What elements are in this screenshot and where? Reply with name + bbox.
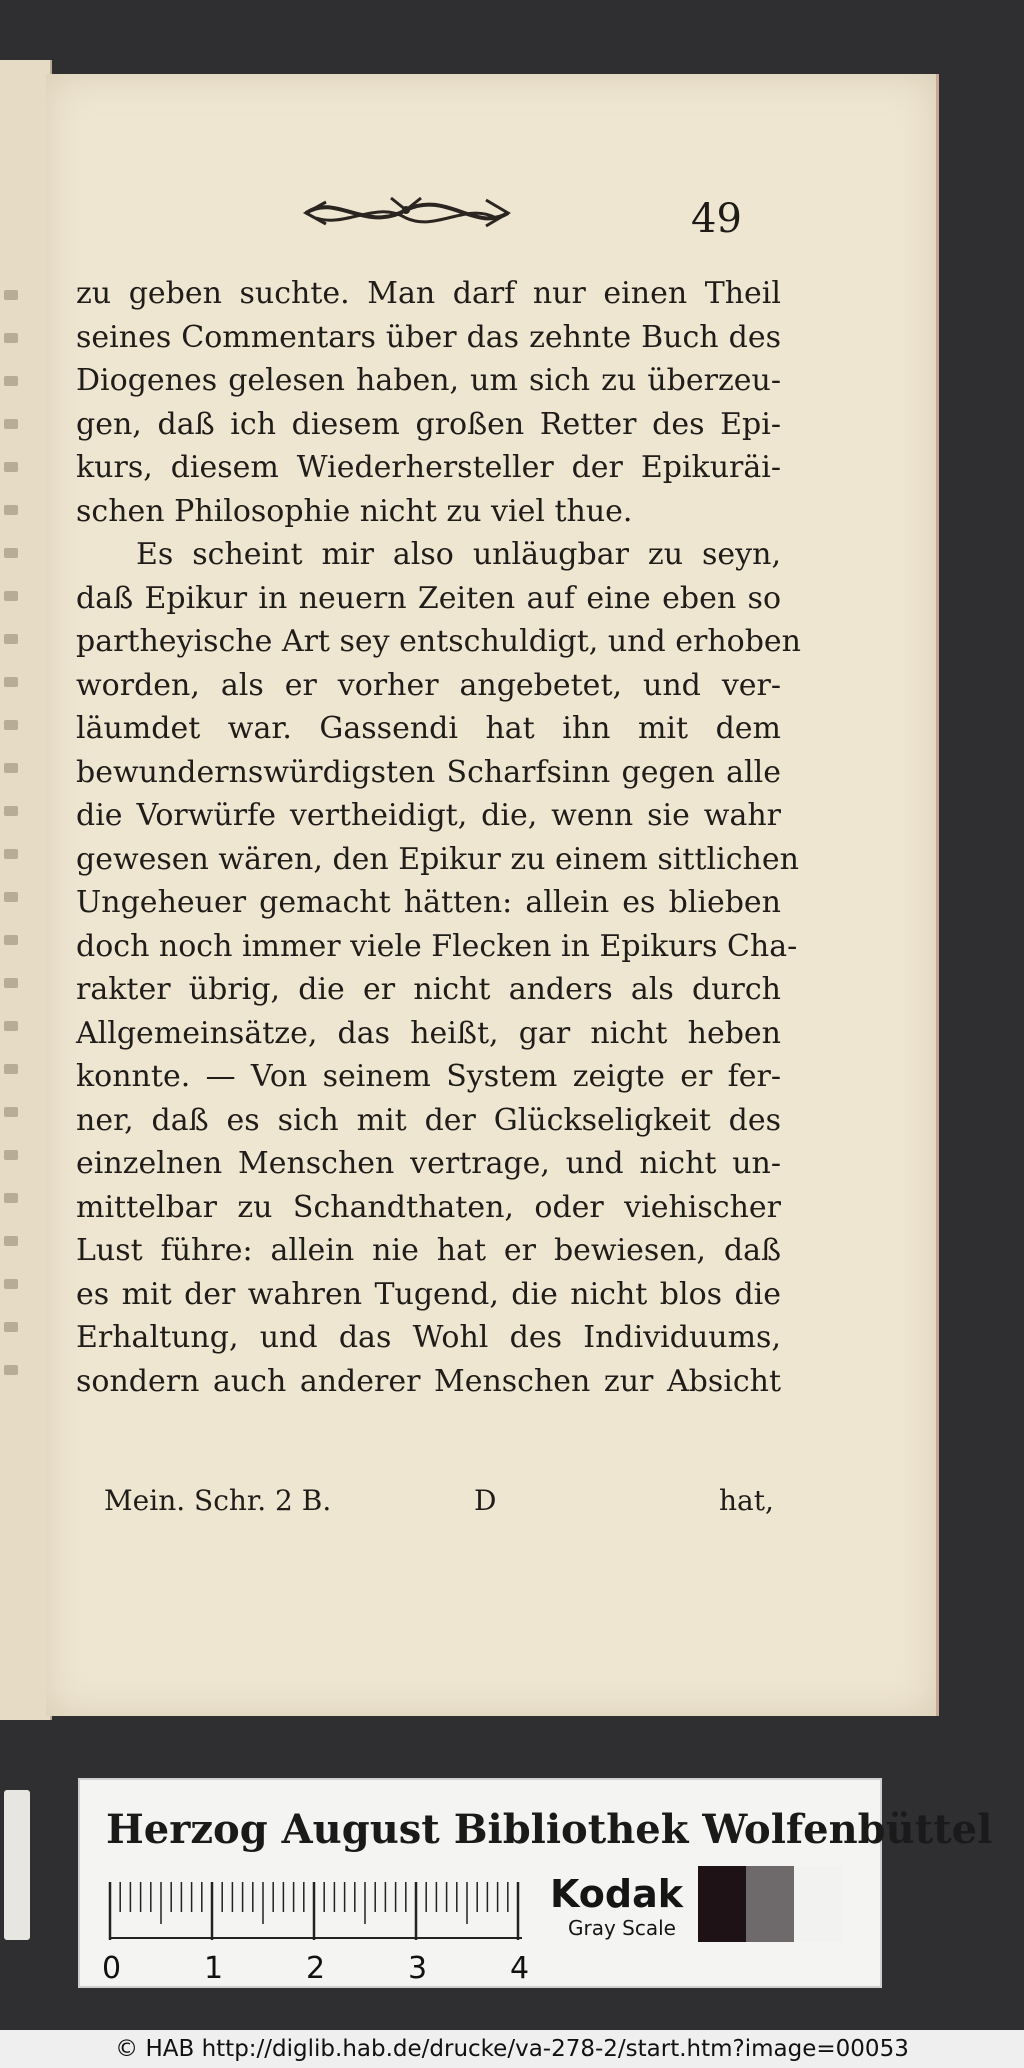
- facing-page-edge: [0, 60, 52, 1720]
- facing-page-glyph: [4, 1193, 18, 1203]
- text-line: Allgemeinsätze, das heißt, gar nicht heben: [76, 1015, 781, 1051]
- text-line: konnte. — Von seinem System zeigte er fer-: [76, 1059, 781, 1094]
- text-line: ner, daß es sich mit der Glückseligkeit des: [76, 1102, 781, 1138]
- credit-line: © HAB http://diglib.hab.de/drucke/va-278-2/start.htm?image=00053: [115, 2036, 909, 2062]
- text-line: gewesen wären, den Epikur zu einem sittlichen: [76, 841, 799, 877]
- signature-mark: Mein. Schr. 2 B.: [104, 1484, 332, 1517]
- catchword: hat,: [719, 1484, 774, 1517]
- facing-page-glyph: [4, 290, 18, 300]
- text-line: Es scheint mir also unläugbar zu seyn,: [136, 537, 781, 572]
- text-line: daß Epikur in neuern Zeiten auf eine eben so: [76, 580, 781, 616]
- library-name: Herzog August Bibliothek Wolfenbüttel: [106, 1806, 993, 1853]
- text-line: Lust führe: allein nie hat er bewiesen, daß: [76, 1233, 781, 1268]
- text-line: zu geben suchte. Man darf nur einen Theil: [76, 276, 781, 311]
- ruler-number: 0: [102, 1951, 122, 1986]
- gray-swatch: [746, 1866, 794, 1942]
- gray-swatch: [698, 1866, 746, 1942]
- page-footer: [104, 1484, 779, 1524]
- facing-page-glyph: [4, 1064, 18, 1074]
- text-line: schen Philosophie nicht zu viel thue.: [76, 493, 633, 529]
- facing-page-glyph: [4, 505, 18, 515]
- ruler-number: 1: [204, 1951, 224, 1986]
- text-line: Diogenes gelesen haben, um sich zu überzeu-: [76, 363, 781, 398]
- facing-page-glyph: [4, 1322, 18, 1332]
- page-number: 49: [691, 196, 742, 242]
- text-line: sondern auch anderer Menschen zur Absicht: [76, 1363, 781, 1399]
- sheet-mark: D: [474, 1484, 497, 1517]
- body-text: [76, 272, 801, 1403]
- facing-page-glyph: [4, 935, 18, 945]
- text-line: Ungeheuer gemacht hätten: allein es blieben: [76, 885, 781, 920]
- facing-page-glyph: [4, 806, 18, 816]
- kodak-logo: Kodak: [550, 1872, 683, 1916]
- facing-page-glyph: [4, 548, 18, 558]
- facing-page-glyph: [4, 677, 18, 687]
- text-line: kurs, diesem Wiederhersteller der Epikuräi-: [76, 450, 781, 485]
- text-line: bewundernswürdigsten Scharfsinn gegen alle: [76, 754, 781, 790]
- facing-page-glyph: [4, 720, 18, 730]
- text-line: seines Commentars über das zehnte Buch des: [76, 319, 781, 355]
- text-line: es mit der wahren Tugend, die nicht blos die: [76, 1276, 781, 1312]
- facing-page-glyph: [4, 892, 18, 902]
- gray-swatch: [794, 1866, 842, 1942]
- facing-page-glyph: [4, 763, 18, 773]
- decorative-ornament: [296, 188, 516, 238]
- side-label-strip: [4, 1790, 30, 1940]
- facing-page-glyph: [4, 333, 18, 343]
- text-line: läumdet war. Gassendi hat ihn mit dem: [76, 711, 781, 746]
- facing-page-glyph: [4, 978, 18, 988]
- facing-page-glyph: [4, 1365, 18, 1375]
- text-line: partheyische Art sey entschuldigt, und erhoben: [76, 624, 801, 659]
- text-line: gen, daß ich diesem großen Retter des Epi-: [76, 406, 781, 442]
- ruler-number: 3: [408, 1951, 428, 1986]
- text-line: worden, als er vorher angebetet, und ver-: [76, 667, 781, 703]
- facing-page-glyph: [4, 419, 18, 429]
- ruler-scale: [98, 1876, 618, 1986]
- facing-page-glyph: [4, 1236, 18, 1246]
- text-line: rakter übrig, die er nicht anders als durch: [76, 972, 781, 1007]
- facing-page-glyph: [4, 849, 18, 859]
- facing-page-glyph: [4, 634, 18, 644]
- ruler-number: 4: [510, 1951, 530, 1986]
- text-line: Erhaltung, und das Wohl des Individuums,: [76, 1320, 781, 1355]
- facing-page-glyph: [4, 1107, 18, 1117]
- facing-page-glyph: [4, 376, 18, 386]
- credit-bar: [0, 2030, 1024, 2068]
- gray-scale-label: Gray Scale: [568, 1916, 676, 1940]
- book-page: [46, 74, 939, 1716]
- facing-page-glyph: [4, 462, 18, 472]
- facing-page-glyph: [4, 1150, 18, 1160]
- facing-page-glyph: [4, 1021, 18, 1031]
- text-line: einzelnen Menschen vertrage, und nicht un-: [76, 1146, 781, 1181]
- text-line: die Vorwürfe vertheidigt, die, wenn sie wahr: [76, 798, 781, 833]
- text-line: doch noch immer viele Flecken in Epikurs Cha-: [76, 928, 798, 964]
- ruler-number: 2: [306, 1951, 326, 1986]
- color-calibration-target: [78, 1778, 993, 1988]
- facing-page-glyph: [4, 1279, 18, 1289]
- facing-page-glyph: [4, 591, 18, 601]
- text-line: mittelbar zu Schandthaten, oder viehischer: [76, 1189, 781, 1225]
